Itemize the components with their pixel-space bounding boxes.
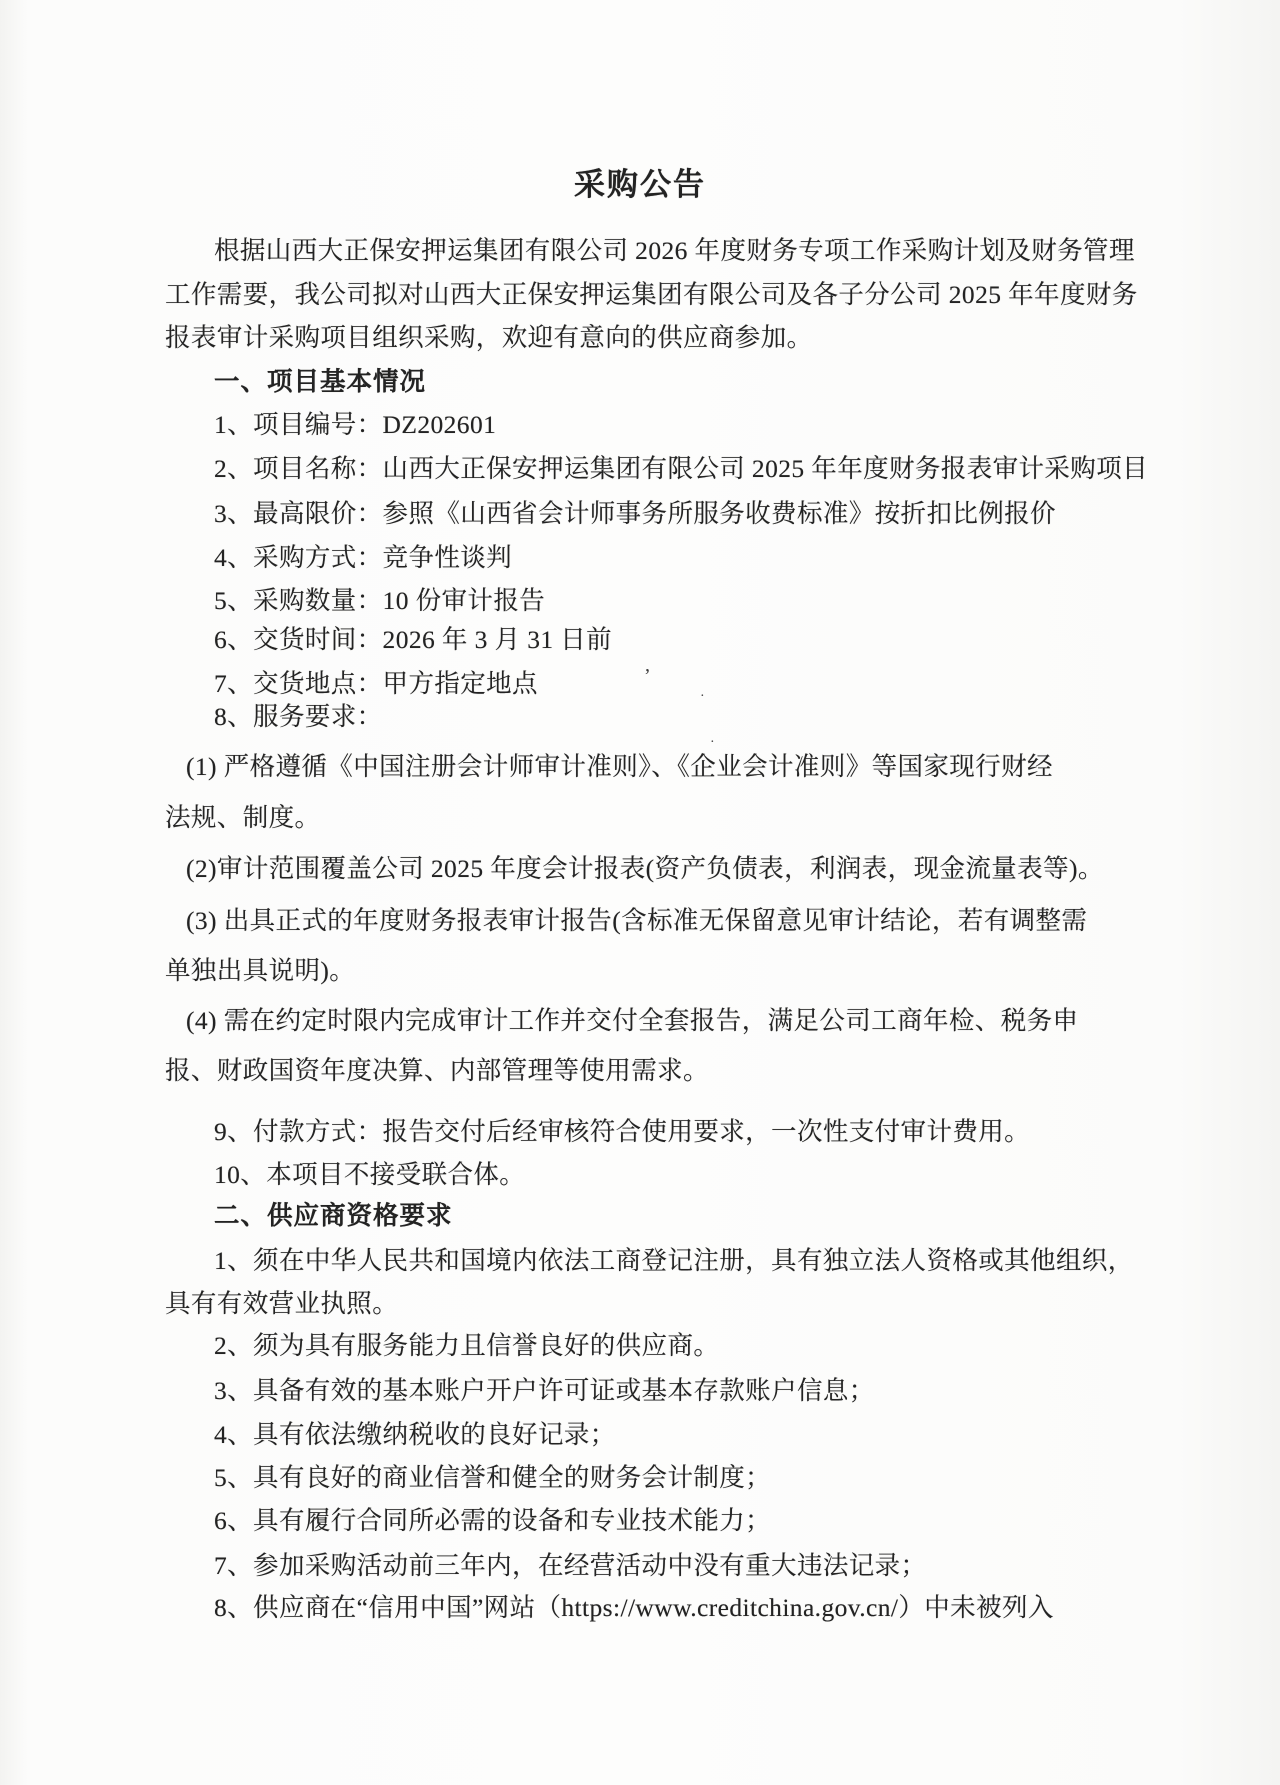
- section-heading-1: 一、项目基本情况: [214, 368, 427, 396]
- list-item-project-number: 1、项目编号：DZ202601: [214, 410, 497, 439]
- list-item-price-limit: 3、最高限价：参照《山西省会计师事务所服务收费标准》按折扣比例报价: [214, 499, 1056, 528]
- list-item-payment: 9、付款方式：报告交付后经审核符合使用要求，一次性支付审计费用。: [214, 1117, 1031, 1146]
- qualification-item: 1、须在中华人民共和国境内依法工商登记注册，具有独立法人资格或其他组织，: [214, 1246, 1134, 1275]
- list-item-method: 4、采购方式：竞争性谈判: [214, 543, 513, 572]
- page-title: 采购公告: [574, 167, 706, 202]
- sub-item-line: 报、财政国资年度决算、内部管理等使用需求。: [165, 1056, 709, 1085]
- qualification-item: 8、供应商在“信用中国”网站（https://www.creditchina.gov.cn/）中未被列入: [214, 1593, 1054, 1622]
- sub-item-line: (1) 严格遵循《中国注册会计师审计准则》、《企业会计准则》等国家现行财经: [186, 752, 1053, 781]
- paragraph-line: 根据山西大正保安押运集团有限公司 2026 年度财务专项工作采购计划及财务管理: [214, 236, 1135, 265]
- list-item-delivery-place: 7、交货地点：甲方指定地点: [214, 669, 538, 698]
- qualification-item: 5、具有良好的商业信誉和健全的财务会计制度；: [214, 1463, 772, 1492]
- section-heading-2: 二、供应商资格要求: [214, 1202, 453, 1230]
- qualification-item: 6、具有履行合同所必需的设备和专业技术能力；: [214, 1506, 772, 1535]
- sub-item-line: 单独出具说明)。: [165, 956, 356, 985]
- sub-item-line: (4) 需在约定时限内完成审计工作并交付全套报告，满足公司工商年检、税务申: [186, 1006, 1079, 1035]
- list-item-no-consortium: 10、本项目不接受联合体。: [214, 1160, 526, 1189]
- scan-artifact: ’: [644, 665, 651, 687]
- sub-item-line: 法规、制度。: [165, 803, 321, 832]
- list-item-delivery-time: 6、交货时间：2026 年 3 月 31 日前: [214, 625, 613, 654]
- qualification-item: 具有有效营业执照。: [165, 1289, 399, 1318]
- list-item-service-req: 8、服务要求：: [214, 702, 383, 731]
- sub-item-line: (2)审计范围覆盖公司 2025 年度会计报表(资产负债表，利润表，现金流量表等)。: [186, 854, 1104, 883]
- paragraph-line: 工作需要，我公司拟对山西大正保安押运集团有限公司及各子分公司 2025 年年度财务: [165, 280, 1138, 309]
- list-item-quantity: 5、采购数量：10 份审计报告: [214, 586, 546, 615]
- scan-artifact: ·: [700, 689, 705, 704]
- list-item-project-name: 2、项目名称：山西大正保安押运集团有限公司 2025 年年度财务报表审计采购项目: [214, 454, 1149, 483]
- qualification-item: 3、具备有效的基本账户开户许可证或基本存款账户信息；: [214, 1376, 875, 1405]
- qualification-item: 7、参加采购活动前三年内，在经营活动中没有重大违法记录；: [214, 1551, 927, 1580]
- paragraph-line: 报表审计采购项目组织采购，欢迎有意向的供应商参加。: [165, 323, 813, 352]
- qualification-item: 2、须为具有服务能力且信誉良好的供应商。: [214, 1331, 720, 1360]
- sub-item-line: (3) 出具正式的年度财务报表审计报告(含标准无保留意见审计结论，若有调整需: [186, 906, 1088, 935]
- scan-artifact: ·: [710, 735, 715, 750]
- qualification-item: 4、具有依法缴纳税收的良好记录；: [214, 1420, 616, 1449]
